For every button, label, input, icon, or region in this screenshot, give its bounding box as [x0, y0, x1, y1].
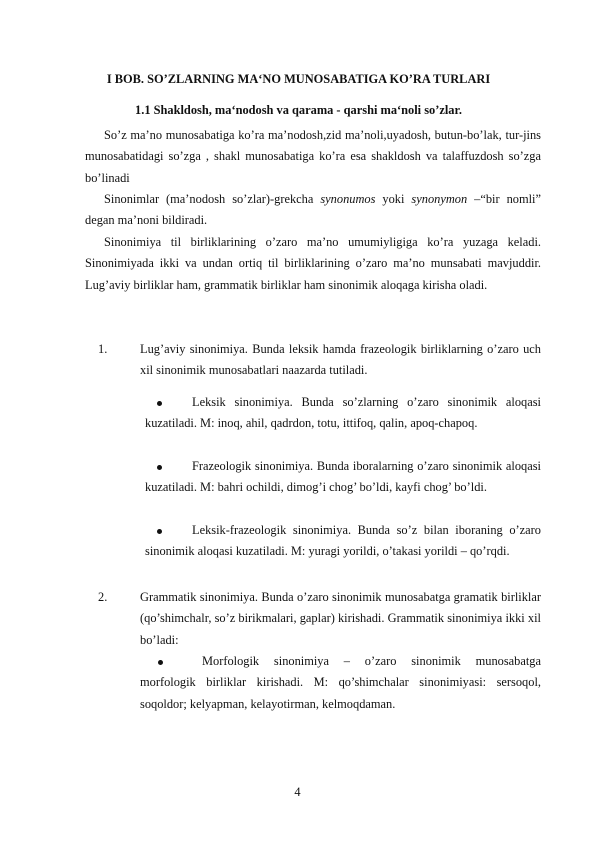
list-item-text: Lug’aviy sinonimiya. Bunda leksik hamda frazeologik birliklarning o’zaro uch xil sinonimik munosabatlari naazarda tutiladi.	[140, 342, 541, 378]
bullet-text: Frazeologik sinonimiya. Bunda iboralarning o’zaro sinonimik aloqasi kuzatiladi. M: bahri ochildi, dimog’i chog’ bo’ldi, kayfi chog’ bo’ldi.	[145, 459, 541, 495]
greek-term-synonymon: synonymon	[411, 192, 468, 206]
page-number: 4	[294, 785, 301, 799]
bullet-item-frazeologik	[145, 456, 541, 499]
list-item-text: Grammatik sinonimiya. Bunda o’zaro sinonimik munosabatga gramatik birliklar (qo’shimchalr, so’z birikmalari, gaplar) kirishadi. Grammatik sinonimiya ikki xil bo’ladi:	[140, 590, 541, 647]
paragraph-synonymy: Sinonimiya til birliklarining o’zaro ma’no umumiyligiga ko’ra yuzaga keladi. Sinonimiyada ikki va undan ortiq til birliklarining o’zaro ma’no munsabati mavjuddir. Lug’aviy birliklar ham, grammatik birliklar ham sinonimik aloqaga kirisha oladi.	[85, 235, 541, 292]
bullet-text: Morfologik sinonimiya – o’zaro sinonimik munosabatga morfologik birliklar kirishadi. M: qo’shimchalar sinonimiyasi: sersoqol, soqoldor; kelyapman, kelayotirman, kelmoqdaman.	[140, 654, 541, 711]
definition-text-end: –“bir nomli” degan ma’noni bildiradi.	[85, 192, 541, 228]
paragraph-synonym-definition	[85, 189, 541, 232]
definition-text-middle: yoki	[375, 192, 412, 206]
definition-text-start: Sinonimlar (ma’nodosh so’zlar)-grekcha	[104, 192, 321, 206]
bullet-item-morfologik	[140, 651, 541, 715]
bullet-text: Leksik sinonimiya. Bunda so’zlarning o’zaro sinonimik aloqasi kuzatiladi. M: inoq, ahil, qadrdon, totu, ittifoq, qalin, apoq-chapoq.	[145, 395, 541, 431]
list-number: 1.	[98, 342, 108, 356]
bullet-text: Leksik-frazeologik sinonimiya. Bunda so’z bilan iboraning o’zaro sinonimik aloqasi kuzatiladi. M: yuragi yorildi, o’takasi yorildi – qo’rqdi.	[145, 523, 541, 559]
bullet-item-leksik	[145, 392, 541, 435]
bullet-item-leksik-frazeologik	[145, 520, 541, 563]
paragraph-intro: So’z ma’no munosabatiga ko’ra ma’nodosh,zid ma’noli,uyadosh, butun-bo’lak, tur-jins munosabatidagi so’zga , shakl munosabatiga ko’ra esa shakldosh va talaffuzdosh so’zga bo’linadi	[85, 128, 541, 185]
list-number: 2.	[98, 590, 108, 604]
chapter-title: I BOB. SO’ZLARNING MA‘NO MUNOSABATIGA KO’RA TURLARI	[106, 72, 491, 86]
greek-term-synonumos: synonumos	[320, 192, 376, 206]
section-title: 1.1 Shakldosh, ma‘nodosh va qarama - qarshi ma‘noli so’zlar.	[135, 103, 462, 117]
